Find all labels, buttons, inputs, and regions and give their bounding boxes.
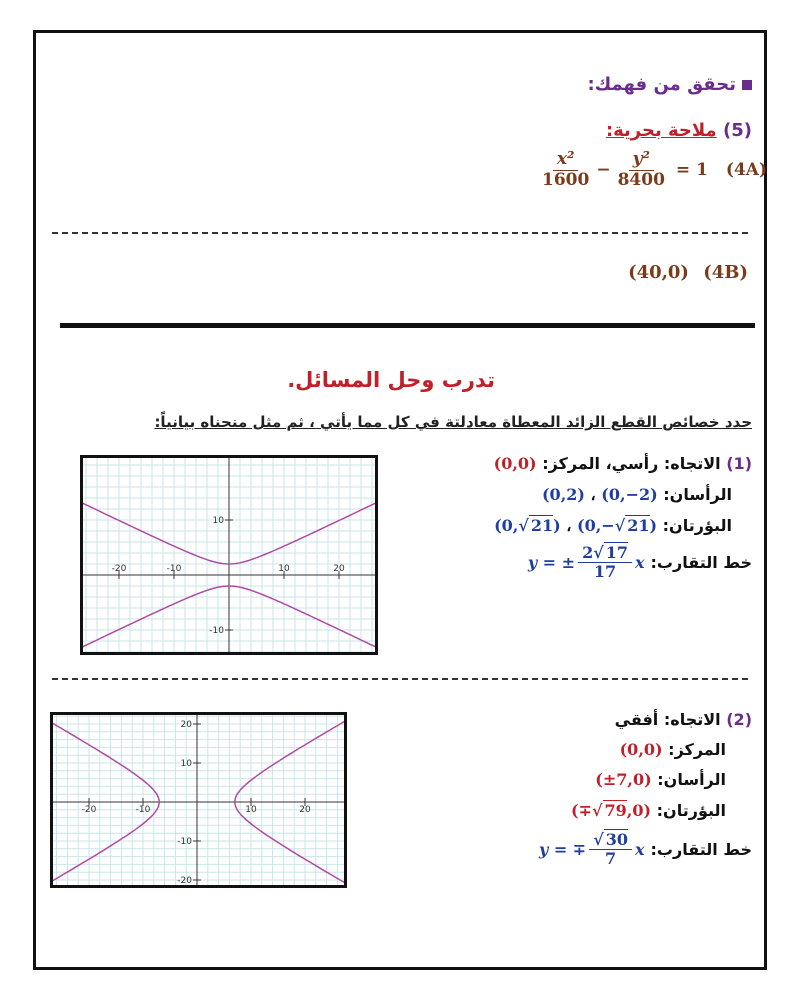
- foci-radicand: 79: [604, 801, 627, 820]
- problem2-graph-svg: [53, 715, 344, 885]
- fraction-y: [614, 150, 669, 190]
- eq-y-den: 8400: [617, 169, 665, 190]
- y-tick-label: -10: [209, 626, 224, 636]
- problem1-vertices-label: الرأسان:: [663, 485, 732, 504]
- separator: ،: [590, 485, 596, 504]
- asym2-radicand: 30: [605, 830, 628, 849]
- problem2-asym-expr: [539, 831, 645, 869]
- q5-equation-4a: [535, 150, 767, 190]
- eq-x-num: x²: [553, 150, 579, 171]
- problem2-direction: [615, 710, 752, 729]
- asym2-lhs: y = ∓: [538, 840, 587, 860]
- problem2-number: (2): [726, 710, 752, 729]
- problem2-vertices: [595, 770, 726, 789]
- x-tick-label: 10: [245, 805, 257, 815]
- problem2-asymptote-label: خط التقارب:: [650, 840, 752, 860]
- problem2-vertices-value: (±7,0): [595, 770, 652, 789]
- q5-part-b: [628, 262, 748, 283]
- eq-y-num: y²: [629, 150, 654, 171]
- practice-title: تدرب وحل المسائل.: [287, 368, 495, 392]
- y-tick-label: 10: [212, 516, 224, 526]
- problem2-center-value: (0,0): [619, 740, 663, 759]
- x-tick-label: -10: [166, 564, 182, 574]
- asym-coef: 2: [582, 543, 594, 562]
- foci-post: ,0): [626, 801, 652, 820]
- focus1-pre: (0,: [494, 516, 519, 535]
- problem2-vertices-label: الرأسان:: [657, 770, 726, 789]
- x-tick-label: 10: [278, 564, 290, 574]
- problem1-asym-expr: [528, 544, 645, 582]
- asym2-den: 7: [605, 849, 617, 869]
- q5-heading: [606, 120, 752, 141]
- problem1-graph: [80, 455, 378, 655]
- eq-minus: −: [596, 160, 611, 181]
- problem1-asymptote: [528, 544, 752, 582]
- focus2-pre: (0,−: [577, 516, 615, 535]
- x-tick-label: 20: [333, 564, 345, 574]
- problem1-vertex2: (0,−2): [601, 485, 658, 504]
- asym-radicand: 17: [605, 543, 628, 562]
- asym-fraction: $\frac{2√ 17}{17}$: [578, 544, 632, 582]
- problem2-graph: [50, 712, 347, 888]
- x-tick-label: -20: [81, 805, 97, 815]
- eq-x-den: 1600: [542, 169, 590, 190]
- problem1-asymptote-label: خط التقارب:: [650, 553, 752, 573]
- eq-rhs: = 1: [675, 160, 708, 181]
- problem2-center-label: المركز:: [668, 740, 726, 759]
- problem2-direction-label: الاتجاه: أفقي: [614, 710, 721, 729]
- dashed-divider-2: [52, 678, 748, 680]
- focus2-post: ): [649, 516, 658, 535]
- part-b-value: (40,0): [628, 262, 689, 283]
- problem2-center: [620, 740, 726, 759]
- problem1-vertices-values: [542, 485, 658, 504]
- problem1-vertex1: (0,2): [541, 485, 585, 504]
- focus1-post: ): [553, 516, 561, 535]
- foci-pre: (∓: [571, 801, 593, 820]
- problem2-foci-label: البؤرتان:: [656, 801, 726, 820]
- focus1-radicand: 21: [530, 516, 554, 535]
- square-bullet-icon: [742, 80, 752, 90]
- problem1-foci-values: (0,√ 21) ، (0,−√ 21): [494, 516, 658, 535]
- x-tick-label: -10: [135, 805, 151, 815]
- focus2-radicand: 21: [627, 516, 650, 535]
- practice-instruction: حدد خصائص القطع الزائد المعطاة معادلتة في كل مما يأتي ، ثم مثل منحناه بيانياً:: [154, 413, 752, 431]
- thick-divider: [60, 323, 755, 328]
- asym2-fraction: $\frac{√ 30}{7}$: [589, 831, 632, 869]
- asym-lhs: y = ±: [527, 553, 576, 573]
- problem1-vertices: [542, 485, 732, 504]
- y-tick-label: -10: [177, 837, 192, 847]
- problem1-number: (1): [726, 454, 752, 473]
- asym-var: x: [634, 553, 645, 573]
- check-heading: [588, 74, 752, 95]
- asym-den: 17: [593, 562, 617, 582]
- asym2-var: x: [634, 840, 645, 860]
- y-tick-label: -20: [177, 876, 192, 885]
- dashed-divider: [52, 232, 748, 234]
- y-tick-label: 20: [180, 720, 192, 730]
- problem1-direction: [494, 454, 752, 473]
- problem1-foci-label: البؤرتان:: [662, 516, 732, 535]
- part-b-label: (4B): [703, 262, 748, 283]
- part-a-label: (4A): [725, 160, 768, 181]
- y-tick-label: 10: [180, 759, 192, 769]
- x-tick-label: -20: [111, 564, 127, 574]
- problem1-center: (0,0): [493, 454, 537, 473]
- separator: ،: [566, 516, 572, 535]
- check-heading-text: تحقق من فهمك:: [587, 74, 736, 95]
- x-tick-label: 20: [299, 805, 311, 815]
- problem1-direction-label: الاتجاه: رأسي، المركز:: [542, 454, 721, 473]
- problem1-graph-svg: [83, 458, 375, 652]
- problem1-foci: [494, 516, 732, 535]
- problem2-foci-value: (∓√ 79,0): [571, 801, 652, 820]
- fraction-x: [538, 150, 593, 190]
- q5-label: ملاحة بحرية:: [605, 120, 717, 141]
- q5-number: (5): [723, 120, 752, 141]
- problem2-asymptote: [539, 831, 752, 869]
- problem2-foci: [571, 801, 726, 820]
